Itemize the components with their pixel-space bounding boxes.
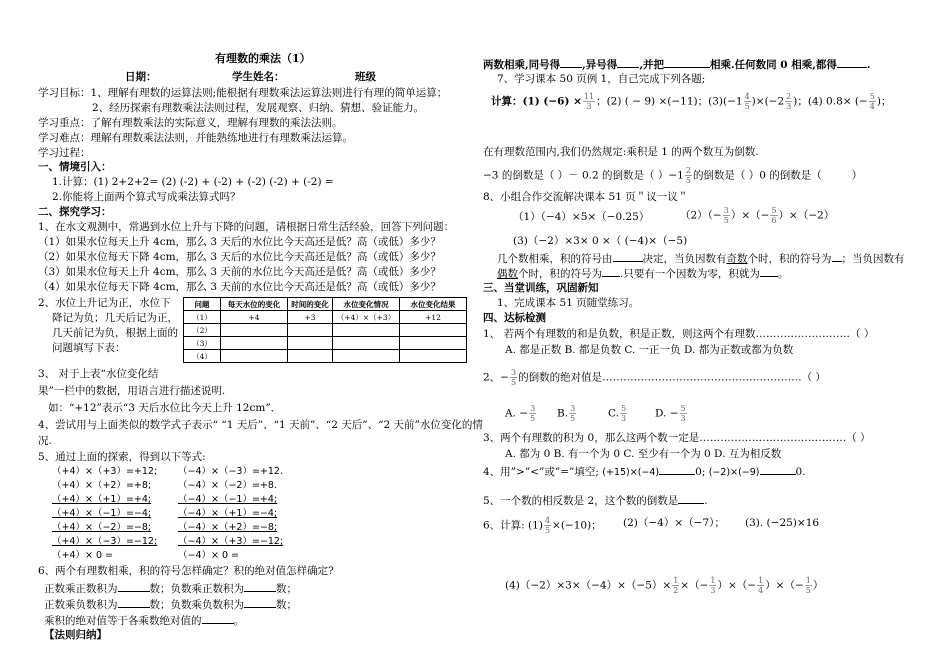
fraction — [709, 576, 716, 595]
table-header: 问题 — [184, 298, 221, 311]
question-7-calc — [491, 92, 892, 111]
question-text: 2、− — [483, 371, 509, 384]
numerator: 2 — [786, 92, 792, 101]
table-cell[interactable] — [400, 337, 467, 350]
numerator: 1 — [758, 576, 764, 585]
rule-text: ,异号得 — [582, 59, 618, 71]
answer-blank[interactable] — [659, 463, 695, 475]
rule-text: . — [866, 59, 871, 71]
equation-left: （+4）×（−3）=−12; — [52, 536, 158, 547]
answer-blank[interactable] — [837, 56, 867, 68]
numerator: 3 — [570, 404, 576, 413]
table-cell: （1） — [184, 311, 221, 324]
question-text: 5、一个数的相反数是 2，这个数的倒数是 — [483, 495, 679, 507]
question-text: ×（− — [680, 579, 709, 592]
table-cell[interactable] — [221, 324, 288, 337]
expression: (+15)×(−4) — [602, 467, 660, 478]
test-question-6 — [483, 516, 602, 535]
calc-text: ）×（− — [730, 209, 770, 222]
numerator: 3 — [530, 404, 536, 413]
sign-rule-line2 — [497, 265, 788, 281]
table-cell: +3 — [288, 311, 333, 324]
equation-right: （−4）×（−3）=+12. — [178, 466, 283, 477]
worksheet-title: 有理数的乘法（1） — [215, 52, 311, 65]
test-question-1: 1、 若两个有理数的和是负数，积是正数，则这两个有理数………………………（ ） — [483, 328, 875, 340]
reciprocal-definition: 在有理数范围内,我们仍然规定:乘积是 1 的两个数互为倒数. — [483, 146, 759, 158]
denominator: 5 — [530, 414, 536, 423]
test-question-3-options: A. 都为 0 B. 有一个为 0 C. 至少有一个为 0 D. 互为相反数 — [505, 448, 782, 460]
table-row — [184, 324, 467, 337]
section-3-heading: 三、当堂训练，巩固新知 — [483, 282, 599, 294]
option-b[interactable] — [557, 404, 577, 423]
calc-text: )；(4) 0.8× (− — [793, 95, 868, 108]
denominator: 3 — [586, 102, 592, 111]
equation-right: （−4）×（+3）=−12; — [178, 536, 284, 547]
equation-right: （−4）×（−1）=+4; — [178, 494, 278, 505]
denominator: 5 — [570, 414, 576, 423]
numerator: 3 — [723, 206, 729, 215]
answer-blank[interactable] — [244, 580, 276, 592]
student-name-label: 学生姓名： — [232, 71, 285, 83]
answer-blank[interactable] — [560, 56, 582, 68]
option-a[interactable] — [505, 404, 537, 423]
option-label: B. — [557, 407, 569, 420]
fraction — [569, 404, 576, 423]
numerator: 5 — [771, 206, 777, 215]
table-cell[interactable] — [333, 350, 400, 363]
question-6-line-c — [44, 612, 244, 628]
answer-blank[interactable] — [202, 612, 234, 624]
table-header: 每天水位的变化 — [221, 298, 288, 311]
section-1-heading: 一、情境引入： — [38, 161, 112, 173]
question-2-line3: 几天前记为负，根据上面的 — [52, 327, 178, 339]
table-cell[interactable] — [221, 337, 288, 350]
fraction — [529, 404, 536, 423]
fraction — [744, 92, 751, 111]
sign-rule-text: ；当负因数有 — [841, 253, 905, 265]
learning-focus: 学习重点：了解有理数乘法的实际意义，理解有理数的乘法法则。 — [38, 117, 343, 129]
option-c[interactable] — [608, 404, 628, 423]
question-6: 6、两个有理数相乘，积的符号怎样确定？积的绝对值怎样确定? — [38, 565, 334, 577]
water-level-table — [183, 297, 467, 363]
fraction — [583, 92, 595, 111]
sign-rule-text: 个时，积的符号为 — [747, 253, 832, 265]
calc-text: （2）（− — [680, 209, 722, 222]
answer-blank[interactable] — [760, 265, 778, 277]
fraction — [785, 92, 792, 111]
table-cell: +4 — [221, 311, 288, 324]
learning-difficulty: 学习难点：理解有理数乘法法则，并能熟练地进行有理数乘法运算。 — [38, 132, 353, 144]
numerator: 1 — [673, 576, 679, 585]
numerator: 5 — [869, 92, 875, 101]
sign-rule-text: .只要有一个因数为零，积就为 — [620, 268, 760, 280]
question-3-line2: 果”一栏中的数据，用语言进行描述说明. — [38, 385, 226, 397]
q6a-text: 正数乘正数积为 — [44, 583, 118, 595]
sign-rule-line1 — [497, 250, 905, 266]
sign-rule-text: 。 — [777, 268, 789, 280]
question-text: ）×（− — [765, 579, 804, 592]
question-8-3: (3)（−2）×3× 0 ×（ (−4)×（−5) — [513, 235, 688, 247]
denominator: 5 — [805, 586, 811, 595]
question-3-line1: 3、 对于上表“水位变化结 — [38, 368, 159, 380]
question-4-line1: 4、尝试用与上面类似的数学式子表示“ “1 天后”、“1 天前”、“2 天后”、“2 天前”水位变化的情 — [38, 419, 483, 431]
answer-blank[interactable] — [760, 463, 796, 475]
calc-text: ；(2) ( − 9) ×(−11)；(3)(−1 — [596, 95, 743, 108]
calc-text: )×(−2 — [751, 95, 785, 108]
fraction — [620, 404, 627, 423]
denominator: 5 — [510, 378, 517, 387]
equation-left: （+4）×（+1）=+4; — [52, 494, 152, 505]
table-cell[interactable] — [288, 324, 333, 337]
table-header-row — [184, 298, 467, 311]
question-1c: （3）如果水位每天上升 4cm，那么 3 天前的水位比今天高还是低？高（或低）多少？ — [38, 266, 441, 278]
class-label: 班级 — [355, 71, 376, 83]
option-label: C. — [608, 407, 619, 420]
rule-text: ,并把 — [639, 59, 664, 71]
fraction — [770, 206, 777, 225]
denominator: 6 — [771, 216, 777, 225]
equation-right: （−4）× 0 = — [178, 550, 240, 561]
table-cell[interactable] — [400, 350, 467, 363]
sign-rule-text: 几个数相乘，积的符号由 — [497, 253, 613, 265]
fraction — [672, 576, 679, 595]
question-8: 8、小组合作交流解决课本 51 页＂议一议＂ — [483, 191, 689, 203]
table-row — [184, 337, 467, 350]
sign-rule-text: 奇数 — [726, 253, 748, 265]
table-row — [184, 311, 467, 324]
denominator: 3 — [710, 586, 716, 595]
question-text: 的倒数的绝对值是…………………………………………………（ ） — [518, 371, 826, 384]
test-question-6-2: (2)（−4）×（−7）； — [623, 517, 725, 529]
calc-text: 计算：(1) (−6) × — [491, 95, 582, 108]
reciprocal-text: 的倒数是（ ）0 的倒数是（ — [692, 169, 822, 182]
fraction — [680, 404, 687, 423]
date-label: 日期： — [125, 71, 157, 83]
table-cell: （3） — [184, 337, 221, 350]
question-text: 6、计算: (1) — [483, 519, 543, 532]
question-text: 4、用”>”<”或”=”填空; — [483, 466, 599, 478]
table-cell[interactable] — [288, 350, 333, 363]
section-4-heading: 四、达标检测 — [483, 312, 546, 324]
denominator: 5 — [723, 216, 729, 225]
question-1b: （2）如果水位每天下降 4cm，那么 3 天后的水位比今天高还是低？高（或低）多少？ — [38, 251, 441, 263]
fraction — [544, 516, 551, 535]
test-question-5: 5、一个数的相反数是 2，这个数的倒数是 . — [483, 492, 708, 508]
question-text: (4)（−2）×3×（−4）×（−5）× — [505, 579, 672, 592]
question-8-2 — [680, 206, 834, 225]
denominator: 3 — [621, 414, 627, 423]
test-question-2 — [483, 368, 826, 387]
test-question-3: 3、两个有理数的积为 0，那么这两个数一定是……………………………………（ ） — [483, 432, 871, 444]
denominator: 2 — [673, 586, 679, 595]
numerator: 1 — [710, 576, 716, 585]
fraction — [510, 368, 517, 387]
fraction — [869, 92, 876, 111]
test-question-6-3: (3). (−25)×16 — [745, 517, 820, 529]
reciprocal-questions — [483, 166, 862, 185]
question-3-example: 如：“+12”表示“3 天后水位比今天上升 12cm”． — [48, 402, 282, 414]
answer-blank[interactable] — [118, 596, 150, 608]
numerator: 11 — [583, 92, 595, 101]
calc-text: ）×（−2） — [778, 209, 835, 222]
table-row — [184, 350, 467, 363]
answer-blank[interactable] — [613, 250, 643, 262]
q6b-text: 正数乘负数积为 — [44, 599, 118, 611]
question-text: 0; — [695, 466, 706, 478]
numerator: 3 — [510, 368, 517, 377]
answer-blank[interactable] — [678, 492, 704, 504]
denominator: 3 — [680, 414, 686, 423]
table-header: 水位变化结果 — [400, 298, 467, 311]
table-cell[interactable] — [221, 350, 288, 363]
test-question-6-4 — [505, 576, 823, 595]
reciprocal-text: ） — [851, 169, 863, 182]
equation-right: （−4）×（−2）=+8. — [178, 480, 277, 491]
q6b-text2: 数；负数乘负数积为 — [149, 599, 244, 611]
fraction — [805, 576, 812, 595]
question-2-line4: 问题填写下表： — [52, 342, 126, 354]
option-label: D. − — [655, 407, 679, 420]
rule-statement — [483, 56, 871, 72]
section-2-heading: 二、探究学习： — [38, 206, 112, 218]
equation-left: （+4）× 0 = — [52, 550, 114, 561]
question-1d: （4）如果水位每天下降 4cm，那么 3 天前的水位比今天高还是低？高（或低）多少？ — [38, 281, 441, 293]
rule-text: 两数相乘,同号得 — [483, 59, 561, 71]
equation-right: （−4）×（+1）=−4; — [178, 508, 278, 519]
equation-left: （+4）×（+2）=+8; — [52, 480, 152, 491]
q6c-text2: 。 — [233, 615, 244, 627]
table-cell[interactable] — [333, 324, 400, 337]
question-6-line-a — [44, 580, 297, 596]
question-2-line2: 降记为负；几天后记为正， — [52, 312, 178, 324]
question-5: 5、通过上面的探索，得到以下等式: — [38, 451, 206, 463]
numerator: 1 — [805, 576, 811, 585]
rule-summary-heading: 【法则归纳】 — [44, 629, 107, 641]
q6a-text2: 数；负数乘正数积为 — [149, 583, 244, 595]
calc-text: )； — [876, 95, 892, 108]
table-cell[interactable] — [333, 337, 400, 350]
question-4-line2: 况. — [38, 435, 52, 447]
learning-goal-2: 2、经历探索有理数乘法法则过程，发展观察、归纳、猜想、验证能力。 — [92, 102, 425, 114]
q6a-text3: 数； — [276, 583, 297, 595]
table-header: 时间的变化 — [288, 298, 333, 311]
fraction — [757, 576, 764, 595]
test-question-4 — [483, 463, 806, 480]
question-text: ×(−10)； — [552, 519, 602, 532]
denominator: 5 — [685, 176, 691, 185]
numerator: 4 — [744, 92, 750, 101]
table-cell: （2） — [184, 324, 221, 337]
question-2-line1: 2、水位上升记为正，水位下 — [38, 297, 171, 309]
calc-question-1: 1.计算：(1) 2+2+2= (2) (-2) + (-2) + (-2) (-2) + (-2) = — [52, 176, 334, 188]
answer-blank[interactable] — [602, 265, 620, 277]
denominator: 5 — [544, 526, 551, 535]
learning-goal-1: 学习目标：1、理解有理数的运算法则;能根据有理数乘法运算法则进行有理的简单运算； — [38, 87, 448, 99]
answer-blank[interactable] — [832, 250, 842, 262]
equation-right: （−4）×（+2）=−8; — [178, 522, 278, 533]
numerator: 5 — [680, 404, 686, 413]
section-3-task: 1、完成课本 51 页随堂练习。 — [497, 297, 640, 309]
equation-left: （+4）×（−1）=−4; — [52, 508, 152, 519]
answer-blank[interactable] — [244, 596, 276, 608]
calc-question-2: 2.你能将上面两个算式写成乘法算式吗？ — [52, 191, 241, 203]
answer-blank[interactable] — [118, 580, 150, 592]
question-1: 1、在水文观测中，常遇到水位上升与下降的问题，请根据日常生活经验，回答下列问题： — [38, 221, 455, 233]
answer-blank[interactable] — [664, 56, 710, 68]
fraction — [723, 206, 730, 225]
numerator: 5 — [621, 404, 627, 413]
denominator: 4 — [758, 586, 764, 595]
equation-left: （+4）×（−2）=−8; — [52, 522, 152, 533]
question-text: 0. — [795, 466, 806, 478]
question-text: ） — [812, 579, 824, 592]
question-1a: （1）如果水位每天上升 4cm，那么 3 天后的水位比今天高还是低？高（或低）多少？ — [38, 236, 441, 248]
denominator: 3 — [786, 102, 792, 111]
answer-blank[interactable] — [617, 56, 639, 68]
expression: (−2)×(−9) — [708, 467, 760, 478]
option-label: A. − — [505, 407, 529, 420]
test-question-1-options: A. 都是正数 B. 都是负数 C. 一正一负 D. 都为正数或都为负数 — [505, 344, 794, 356]
reciprocal-text: −3 的倒数是（ ）－ 0.2 的倒数是（ ）−1 — [483, 169, 684, 182]
question-7: 7、学习课本 50 页例 1，自己完成下列各题; — [497, 73, 706, 85]
sign-rule-text: 个时，积的符号为 — [518, 268, 602, 280]
denominator: 4 — [869, 102, 875, 111]
sign-rule-text: 决定，当负因数有 — [642, 253, 727, 265]
question-8-1: （1）（−4）×5×（−0.25） — [513, 211, 650, 223]
fraction — [685, 166, 692, 185]
q6c-text: 乘积的绝对值等于各乘数绝对值的 — [44, 615, 202, 627]
table-cell[interactable] — [400, 324, 467, 337]
table-cell: +12 — [400, 311, 467, 324]
sign-rule-text: 偶数 — [497, 268, 518, 280]
question-6-line-b — [44, 596, 297, 612]
option-d[interactable] — [655, 404, 688, 423]
question-text: ）×（− — [717, 579, 757, 592]
denominator: 5 — [744, 102, 750, 111]
equation-left: （+4）×（+3）=+12; — [52, 466, 158, 477]
numerator: 2 — [685, 166, 691, 175]
table-cell: （+4）×（+3） — [333, 311, 400, 324]
learning-process: 学习过程： — [38, 147, 91, 159]
table-header: 水位变化情况 — [333, 298, 400, 311]
numerator: 4 — [544, 516, 551, 525]
q6b-text3: 数； — [276, 599, 297, 611]
table-cell: （4） — [184, 350, 221, 363]
table-cell[interactable] — [288, 337, 333, 350]
rule-text: 相乘.任何数同 0 相乘,都得 — [709, 59, 837, 71]
